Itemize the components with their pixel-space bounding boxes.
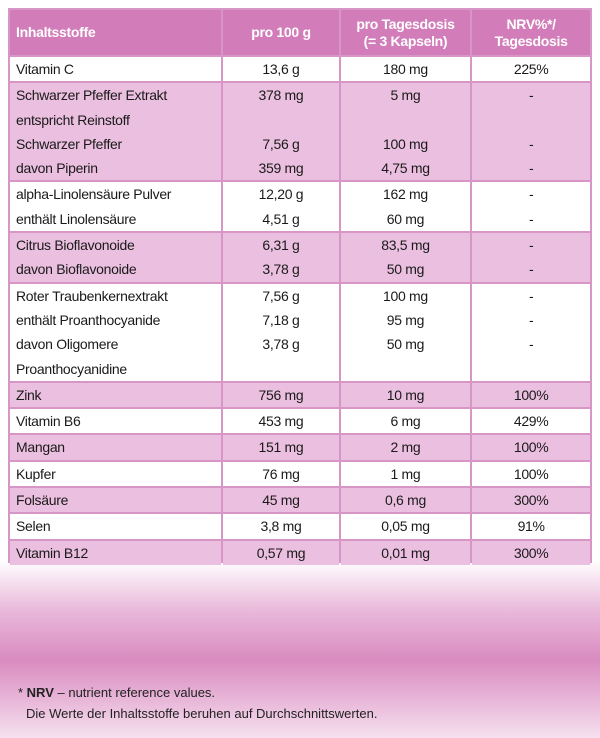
cell-line: Schwarzer Pfeffer	[16, 135, 122, 152]
cell-ingredient	[10, 409, 221, 433]
cell-ingredient	[10, 83, 221, 180]
cell-ingredient	[10, 514, 221, 538]
header-nrv-line2: Tagesdosis	[494, 32, 568, 49]
cell-line: Citrus Bioflavonoide	[16, 237, 135, 254]
cell-ingredient	[10, 284, 221, 381]
cell-line: davon Bioflavonoide	[16, 261, 137, 278]
cell-line: -	[528, 237, 534, 254]
cell-per-100g	[223, 83, 338, 180]
cell-line: 10 mg	[386, 386, 425, 403]
table-row	[10, 284, 590, 381]
cell-line: davon Piperin	[16, 160, 98, 177]
cell-per-daily-dose	[341, 514, 471, 538]
cell-ingredient	[10, 57, 221, 81]
cell-line: Kupfer	[16, 465, 56, 482]
cell-per-daily-dose	[341, 233, 471, 282]
cell-line: 60 mg	[386, 210, 425, 227]
cell-ingredient	[10, 233, 221, 282]
header-per-daily-dose	[341, 10, 471, 55]
cell-line: 3,78 g	[262, 261, 300, 278]
cell-line: 100%	[513, 465, 549, 482]
cell-ingredient	[10, 541, 221, 565]
footnote-line1	[18, 682, 578, 703]
cell-line: 429%	[513, 413, 549, 430]
cell-line: 4,51 g	[262, 210, 300, 227]
cell-per-daily-dose	[341, 541, 471, 565]
cell-line: enthält Linolensäure	[16, 210, 137, 227]
cell-per-daily-dose	[341, 409, 471, 433]
cell-line: 6 mg	[390, 413, 421, 430]
cell-line: -	[528, 336, 534, 353]
cell-nrv	[472, 409, 590, 433]
cell-line: 0,6 mg	[384, 492, 426, 509]
cell-ingredient	[10, 488, 221, 512]
cell-line: 151 mg	[258, 439, 304, 456]
cell-line: 3,8 mg	[260, 518, 302, 535]
cell-per-100g	[223, 488, 338, 512]
cell-line: Vitamin C	[16, 61, 74, 77]
cell-per-daily-dose	[341, 383, 471, 407]
cell-line: 453 mg	[258, 413, 304, 430]
cell-nrv	[472, 284, 590, 381]
cell-line: Selen	[16, 518, 51, 535]
cell-line: Mangan	[16, 439, 65, 456]
footnote-nrv: NRV	[26, 685, 54, 700]
cell-line: 0,01 mg	[381, 544, 430, 561]
cell-line: 100%	[513, 439, 549, 456]
header-nrv-line1: NRV%*/	[506, 15, 556, 32]
table-row	[10, 409, 590, 433]
cell-line: 0,05 mg	[381, 518, 430, 535]
cell-line: entspricht Reinstoff	[16, 111, 130, 128]
cell-line: 2 mg	[390, 439, 421, 456]
cell-per-100g	[223, 57, 338, 81]
cell-line: 7,18 g	[262, 311, 300, 328]
cell-nrv	[472, 233, 590, 282]
header-per-daily-dose-line1: pro Tagesdosis	[356, 15, 455, 32]
table-row	[10, 541, 590, 565]
cell-line: -	[528, 210, 534, 227]
cell-line	[478, 108, 584, 132]
cell-line: -	[528, 186, 534, 203]
cell-line: 100 mg	[383, 287, 428, 304]
cell-nrv	[472, 182, 590, 231]
cell-per-daily-dose	[341, 182, 471, 231]
header-per-daily-dose-line2: (= 3 Kapseln)	[363, 32, 448, 49]
cell-per-100g	[223, 462, 338, 486]
cell-line: 225%	[513, 61, 549, 77]
cell-per-100g	[223, 383, 338, 407]
cell-per-daily-dose	[341, 462, 471, 486]
cell-line: 162 mg	[383, 186, 428, 203]
table-row	[10, 462, 590, 486]
cell-line: Folsäure	[16, 492, 69, 509]
cell-line: Vitamin B12	[16, 544, 88, 561]
cell-per-100g	[223, 409, 338, 433]
cell-line: Zink	[16, 386, 42, 403]
table-row	[10, 182, 590, 231]
cell-line: 95 mg	[386, 311, 425, 328]
cell-line: 378 mg	[258, 87, 304, 104]
cell-per-100g	[223, 284, 338, 381]
cell-line: Schwarzer Pfeffer Extrakt	[16, 87, 167, 104]
cell-line: 91%	[517, 518, 545, 535]
footnote-line2: Die Werte der Inhaltsstoffe beruhen auf Durchschnittswerten.	[26, 706, 378, 721]
header-per-100g: pro 100 g	[223, 10, 338, 55]
cell-line: davon Oligomere Proanthocyanidine	[16, 336, 127, 377]
cell-line: alpha-Linolensäure Pulver	[16, 186, 172, 203]
cell-line: 3,78 g	[262, 336, 300, 353]
cell-line: 50 mg	[386, 336, 425, 353]
cell-line: 300%	[513, 492, 549, 509]
cell-line: 300%	[513, 544, 549, 561]
header-nrv	[472, 10, 590, 55]
header-ingredients: Inhaltsstoffe	[10, 10, 221, 55]
cell-line: 83,5 mg	[381, 237, 430, 254]
footnote-star: *	[18, 685, 27, 700]
cell-nrv	[472, 541, 590, 565]
table-row	[10, 488, 590, 512]
cell-line: -	[528, 311, 534, 328]
cell-line: 359 mg	[258, 160, 304, 177]
cell-line: Roter Traubenkernextrakt	[16, 287, 168, 304]
cell-line	[229, 108, 332, 132]
cell-line: 6,31 g	[262, 237, 300, 254]
cell-nrv	[472, 435, 590, 459]
table-row	[10, 83, 590, 180]
cell-per-100g	[223, 233, 338, 282]
cell-per-daily-dose	[341, 284, 471, 381]
cell-per-daily-dose	[341, 57, 471, 81]
nutrition-table	[8, 8, 592, 567]
cell-nrv	[472, 462, 590, 486]
cell-nrv	[472, 83, 590, 180]
cell-nrv	[472, 383, 590, 407]
cell-ingredient	[10, 182, 221, 231]
cell-nrv	[472, 57, 590, 81]
cell-ingredient	[10, 383, 221, 407]
table-row	[10, 435, 590, 459]
cell-line	[347, 108, 465, 132]
cell-line: -	[528, 160, 534, 177]
cell-nrv	[472, 514, 590, 538]
table-header-row	[10, 10, 590, 55]
cell-line: 100 mg	[383, 135, 428, 152]
cell-line: 180 mg	[383, 61, 428, 77]
cell-line: -	[528, 135, 534, 152]
cell-line: 100%	[513, 386, 549, 403]
cell-line: -	[528, 87, 534, 104]
cell-per-daily-dose	[341, 488, 471, 512]
cell-line: 7,56 g	[262, 287, 300, 304]
cell-per-100g	[223, 435, 338, 459]
cell-per-100g	[223, 541, 338, 565]
cell-line: 12,20 g	[258, 186, 304, 203]
cell-line: -	[528, 261, 534, 278]
table-row	[10, 233, 590, 282]
cell-line: 1 mg	[390, 465, 421, 482]
cell-per-daily-dose	[341, 435, 471, 459]
cell-per-daily-dose	[341, 83, 471, 180]
cell-line: -	[528, 287, 534, 304]
cell-per-100g	[223, 182, 338, 231]
cell-line: 45 mg	[262, 492, 300, 509]
cell-ingredient	[10, 435, 221, 459]
cell-nrv	[472, 488, 590, 512]
cell-line: Vitamin B6	[16, 413, 81, 430]
table-row	[10, 383, 590, 407]
table-row	[10, 514, 590, 538]
cell-line: 756 mg	[258, 386, 304, 403]
cell-line: enthält Proanthocyanide	[16, 311, 161, 328]
cell-line: 13,6 g	[262, 61, 300, 77]
footnote-nrv-text: – nutrient reference values.	[53, 685, 216, 700]
cell-line: 7,56 g	[262, 135, 300, 152]
table-row	[10, 57, 590, 81]
cell-line: 0,57 mg	[256, 544, 306, 561]
cell-line: 5 mg	[390, 87, 421, 104]
cell-per-100g	[223, 514, 338, 538]
cell-line: 4,75 mg	[381, 160, 430, 177]
footnote	[18, 682, 578, 724]
cell-ingredient	[10, 462, 221, 486]
cell-line: 50 mg	[386, 261, 425, 278]
cell-line: 76 mg	[262, 465, 300, 482]
